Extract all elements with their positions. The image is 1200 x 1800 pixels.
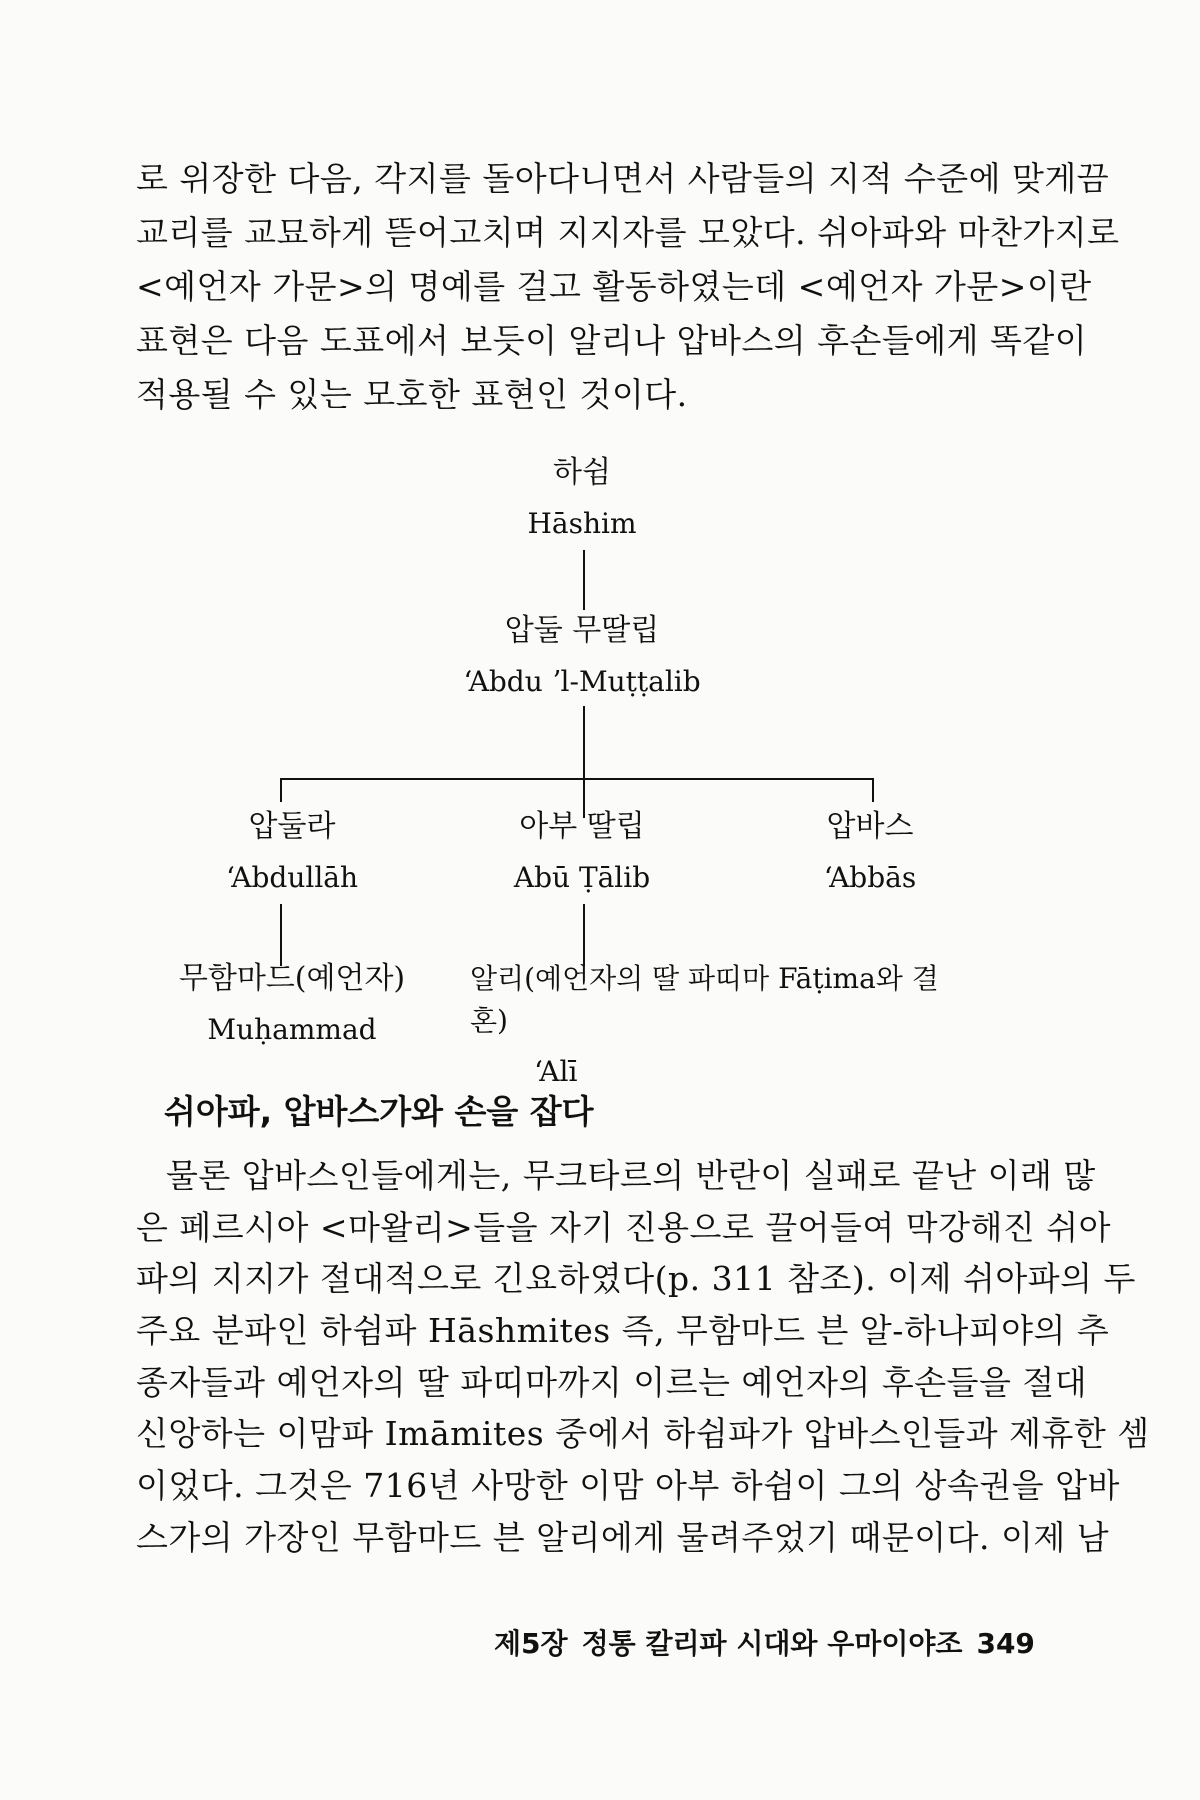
- node-korean-name: 알리(예언자의 딸 파띠마 Fāṭima와 결혼): [470, 962, 939, 1037]
- chapter-title: 정통 칼리파 시대와 우마이야조: [581, 1627, 963, 1660]
- page-footer: [480, 1624, 1035, 1664]
- text-line: 표현은 다음 도표에서 보듯이 알리나 압바스의 후손들에게 똑같이: [136, 321, 1088, 360]
- tree-node-abdul-muttalib: [402, 610, 762, 702]
- text-line: 로 위장한 다음, 각지를 돌아다니면서 사람들의 지적 수준에 맞게끔: [136, 159, 1110, 198]
- node-korean-name: 압바스: [826, 809, 914, 844]
- node-latin-name: Abū Ṭālib: [513, 861, 651, 894]
- text-line: 물론 압바스인들에게는, 무크타르의 반란이 실패로 끝난 이래 많: [166, 1156, 1096, 1195]
- section-heading: 쉬아파, 압바스가와 손을 잡다: [164, 1092, 594, 1131]
- node-korean-name: 압둘 무딸립: [504, 613, 660, 648]
- connector-line: [280, 778, 874, 780]
- body-paragraph: [136, 1150, 1150, 1564]
- text-line: 파의 지지가 절대적으로 긴요하였다(p. 311 참조). 이제 쉬아파의 두: [136, 1259, 1136, 1299]
- connector-line: [583, 904, 585, 966]
- node-latin-name: Hāshim: [527, 507, 637, 540]
- text-line: 주요 분파인 하쉼파 Hāshmites 즉, 무함마드 븐 알-하나피야의 추: [136, 1311, 1110, 1351]
- text-line: 교리를 교묘하게 뜯어고치며 지지자를 모았다. 쉬아파와 마찬가지로: [136, 213, 1120, 252]
- node-latin-name: ʻAbdu ʼl-Muṭṭalib: [463, 665, 701, 698]
- connector-line: [280, 778, 282, 802]
- node-korean-name: 하쉼: [553, 455, 611, 490]
- text-line: 종자들과 예언자의 딸 파띠마까지 이르는 예언자의 후손들을 절대: [136, 1362, 1088, 1402]
- tree-node-abbas: [690, 806, 1050, 898]
- chapter-label: 제5장: [494, 1627, 568, 1660]
- page-number: 349: [976, 1627, 1035, 1660]
- connector-line: [872, 778, 874, 802]
- text-line: 적용될 수 있는 모호한 표현인 것이다.: [136, 375, 688, 414]
- connector-line: [280, 904, 282, 966]
- intro-paragraph: [136, 152, 1120, 422]
- text-line: 은 페르시아 <마왈리>들을 자기 진용으로 끌어들여 막강해진 쉬아: [136, 1207, 1112, 1247]
- text-line: 신앙하는 이맘파 Imāmites 중에서 하쉼파가 압바스인들과 제휴한 셈: [136, 1414, 1150, 1454]
- node-korean-name: 압둘라: [248, 809, 336, 844]
- tree-node-ali: [470, 958, 950, 1092]
- node-korean-name: 아부 딸립: [519, 809, 645, 844]
- text-line: <예언자 가문>의 명예를 걸고 활동하였는데 <예언자 가문>이란: [136, 267, 1092, 306]
- node-latin-name: ʻAlī: [534, 1055, 578, 1088]
- node-latin-name: ʻAbbās: [823, 861, 917, 894]
- node-korean-name: 무함마드(예언자): [178, 961, 406, 996]
- tree-node-muhammad: [112, 958, 472, 1050]
- text-line: 이었다. 그것은 716년 사망한 이맘 아부 하쉼이 그의 상속권을 압바: [136, 1466, 1120, 1506]
- text-line: 스가의 가장인 무함마드 븐 알리에게 물려주었기 때문이다. 이제 남: [136, 1517, 1110, 1557]
- tree-node-hashim: [402, 452, 762, 544]
- node-latin-name: Muḥammad: [207, 1013, 377, 1046]
- connector-line: [583, 706, 585, 818]
- connector-line: [583, 550, 585, 610]
- node-latin-name: ʻAbdullāh: [225, 861, 359, 894]
